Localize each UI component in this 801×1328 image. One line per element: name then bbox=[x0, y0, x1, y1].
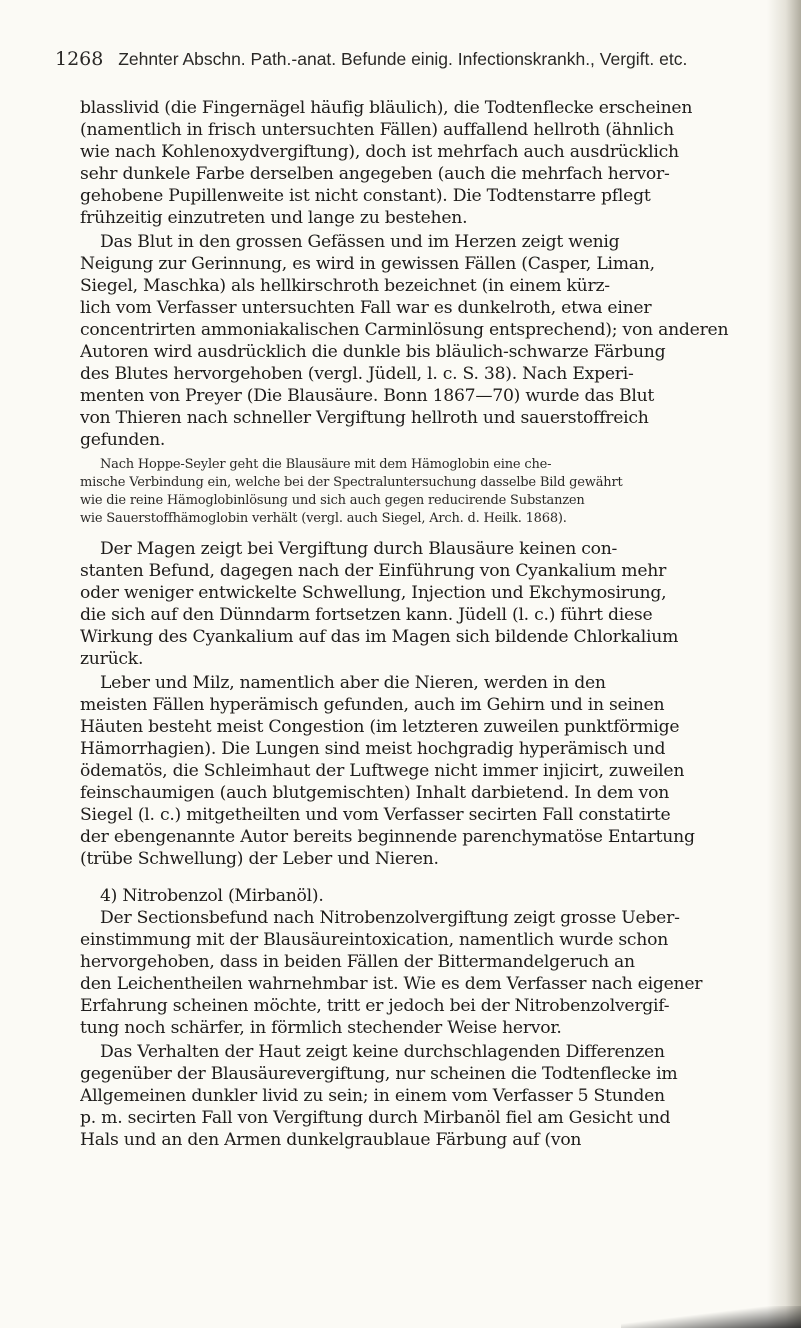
text-line: einstimmung mit der Blausäureintoxication, namentlich wurde schon bbox=[80, 930, 669, 950]
text-line: von Thieren nach schneller Vergiftung hellroth und sauerstoffreich bbox=[80, 408, 649, 428]
text-line: stanten Befund, dagegen nach der Einführung von Cyankalium mehr bbox=[80, 561, 667, 581]
text-line: Siegel, Maschka) als hellkirschroth bezeichnet (in einem kürz- bbox=[80, 276, 610, 296]
text-line: zurück. bbox=[80, 649, 144, 669]
text-line: hervorgehoben, dass in beiden Fällen der Bittermandelgeruch an bbox=[80, 952, 635, 972]
text-line: Das Verhalten der Haut zeigt keine durchschlagenden Differenzen bbox=[100, 1042, 665, 1062]
text-line: gefunden. bbox=[80, 430, 166, 450]
note-line: wie die reine Hämoglobinlösung und sich auch gegen reducirende Substanzen bbox=[80, 493, 585, 508]
text-line: Häuten besteht meist Congestion (im letzteren zuweilen punktförmige bbox=[80, 717, 680, 737]
note-line: Nach Hoppe-Seyler geht die Blausäure mit dem Hämoglobin eine che- bbox=[100, 457, 552, 472]
text-line: lich vom Verfasser untersuchten Fall war es dunkelroth, etwa einer bbox=[80, 298, 652, 318]
text-line: die sich auf den Dünndarm fortsetzen kann. Jüdell (l. c.) führt diese bbox=[80, 605, 653, 625]
page-number: 1268 bbox=[55, 48, 104, 70]
text-line: den Leichentheilen wahrnehmbar ist. Wie es dem Verfasser nach eigener bbox=[80, 974, 703, 994]
page-edge-shadow bbox=[767, 0, 801, 1328]
text-line: frühzeitig einzutreten und lange zu bestehen. bbox=[80, 208, 468, 228]
text-line: Neigung zur Gerinnung, es wird in gewissen Fällen (Casper, Liman, bbox=[80, 254, 655, 274]
text-line: der ebengenannte Autor bereits beginnende parenchymatöse Entartung bbox=[80, 827, 695, 847]
text-line: gehobene Pupillenweite ist nicht constant). Die Todtenstarre pflegt bbox=[80, 186, 651, 206]
note-line: wie Sauerstoffhämoglobin verhält (vergl. auch Siegel, Arch. d. Heilk. 1868). bbox=[80, 511, 567, 526]
text-line: oder weniger entwickelte Schwellung, Injection und Ekchymosirung, bbox=[80, 583, 667, 603]
running-title: Zehnter Abschn. Path.-anat. Befunde einig. Infectionskrankh., Vergift. etc. bbox=[118, 49, 688, 69]
running-header bbox=[55, 48, 767, 70]
text-line: concentrirten ammoniakalischen Carminlösung entsprechend); von anderen bbox=[80, 320, 729, 340]
text-line: feinschaumigen (auch blutgemischten) Inhalt darbietend. In dem von bbox=[80, 783, 670, 803]
text-line: Wirkung des Cyankalium auf das im Magen sich bildende Chlorkalium bbox=[80, 627, 679, 647]
text-line: sehr dunkele Farbe derselben angegeben (auch die mehrfach hervor- bbox=[80, 164, 670, 184]
text-line: ödematös, die Schleimhaut der Luftwege nicht immer injicirt, zuweilen bbox=[80, 761, 685, 781]
text-line: gegenüber der Blausäurevergiftung, nur scheinen die Todtenflecke im bbox=[80, 1064, 678, 1084]
text-line: Allgemeinen dunkler livid zu sein; in einem vom Verfasser 5 Stunden bbox=[80, 1086, 665, 1106]
text-line: wie nach Kohlenoxydvergiftung), doch ist mehrfach auch ausdrücklich bbox=[80, 142, 679, 162]
note-line: mische Verbindung ein, welche bei der Spectraluntersuchung dasselbe Bild gewährt bbox=[80, 475, 623, 490]
text-line: des Blutes hervorgehoben (vergl. Jüdell, l. c. S. 38). Nach Experi- bbox=[80, 364, 634, 384]
text-line: Siegel (l. c.) mitgetheilten und vom Verfasser secirten Fall constatirte bbox=[80, 805, 671, 825]
text-line: (namentlich in frisch untersuchten Fällen) auffallend hellroth (ähnlich bbox=[80, 120, 674, 140]
text-line: meisten Fällen hyperämisch gefunden, auch im Gehirn und in seinen bbox=[80, 695, 665, 715]
text-line: Erfahrung scheinen möchte, tritt er jedoch bei der Nitrobenzolvergif- bbox=[80, 996, 670, 1016]
section-heading: 4) Nitrobenzol (Mirbanöl). bbox=[100, 886, 324, 906]
text-line: Der Sectionsbefund nach Nitrobenzolvergiftung zeigt grosse Ueber- bbox=[100, 908, 680, 928]
text-line: Leber und Milz, namentlich aber die Nieren, werden in den bbox=[100, 673, 606, 693]
text-line: p. m. secirten Fall von Vergiftung durch Mirbanöl fiel am Gesicht und bbox=[80, 1108, 671, 1128]
page-corner-shadow bbox=[621, 1306, 801, 1328]
text-line: tung noch schärfer, in förmlich stechender Weise hervor. bbox=[80, 1018, 562, 1038]
text-line: (trübe Schwellung) der Leber und Nieren. bbox=[80, 849, 439, 869]
text-line: Autoren wird ausdrücklich die dunkle bis bläulich-schwarze Färbung bbox=[80, 342, 666, 362]
text-line: menten von Preyer (Die Blausäure. Bonn 1867—70) wurde das Blut bbox=[80, 386, 655, 406]
text-line: Das Blut in den grossen Gefässen und im Herzen zeigt wenig bbox=[100, 232, 620, 252]
text-line: blasslivid (die Fingernägel häufig bläulich), die Todtenflecke erscheinen bbox=[80, 98, 693, 118]
text-line: Hals und an den Armen dunkelgraublaue Färbung auf (von bbox=[80, 1130, 582, 1150]
text-line: Hämorrhagien). Die Lungen sind meist hochgradig hyperämisch und bbox=[80, 739, 666, 759]
text-line: Der Magen zeigt bei Vergiftung durch Blausäure keinen con- bbox=[100, 539, 618, 559]
